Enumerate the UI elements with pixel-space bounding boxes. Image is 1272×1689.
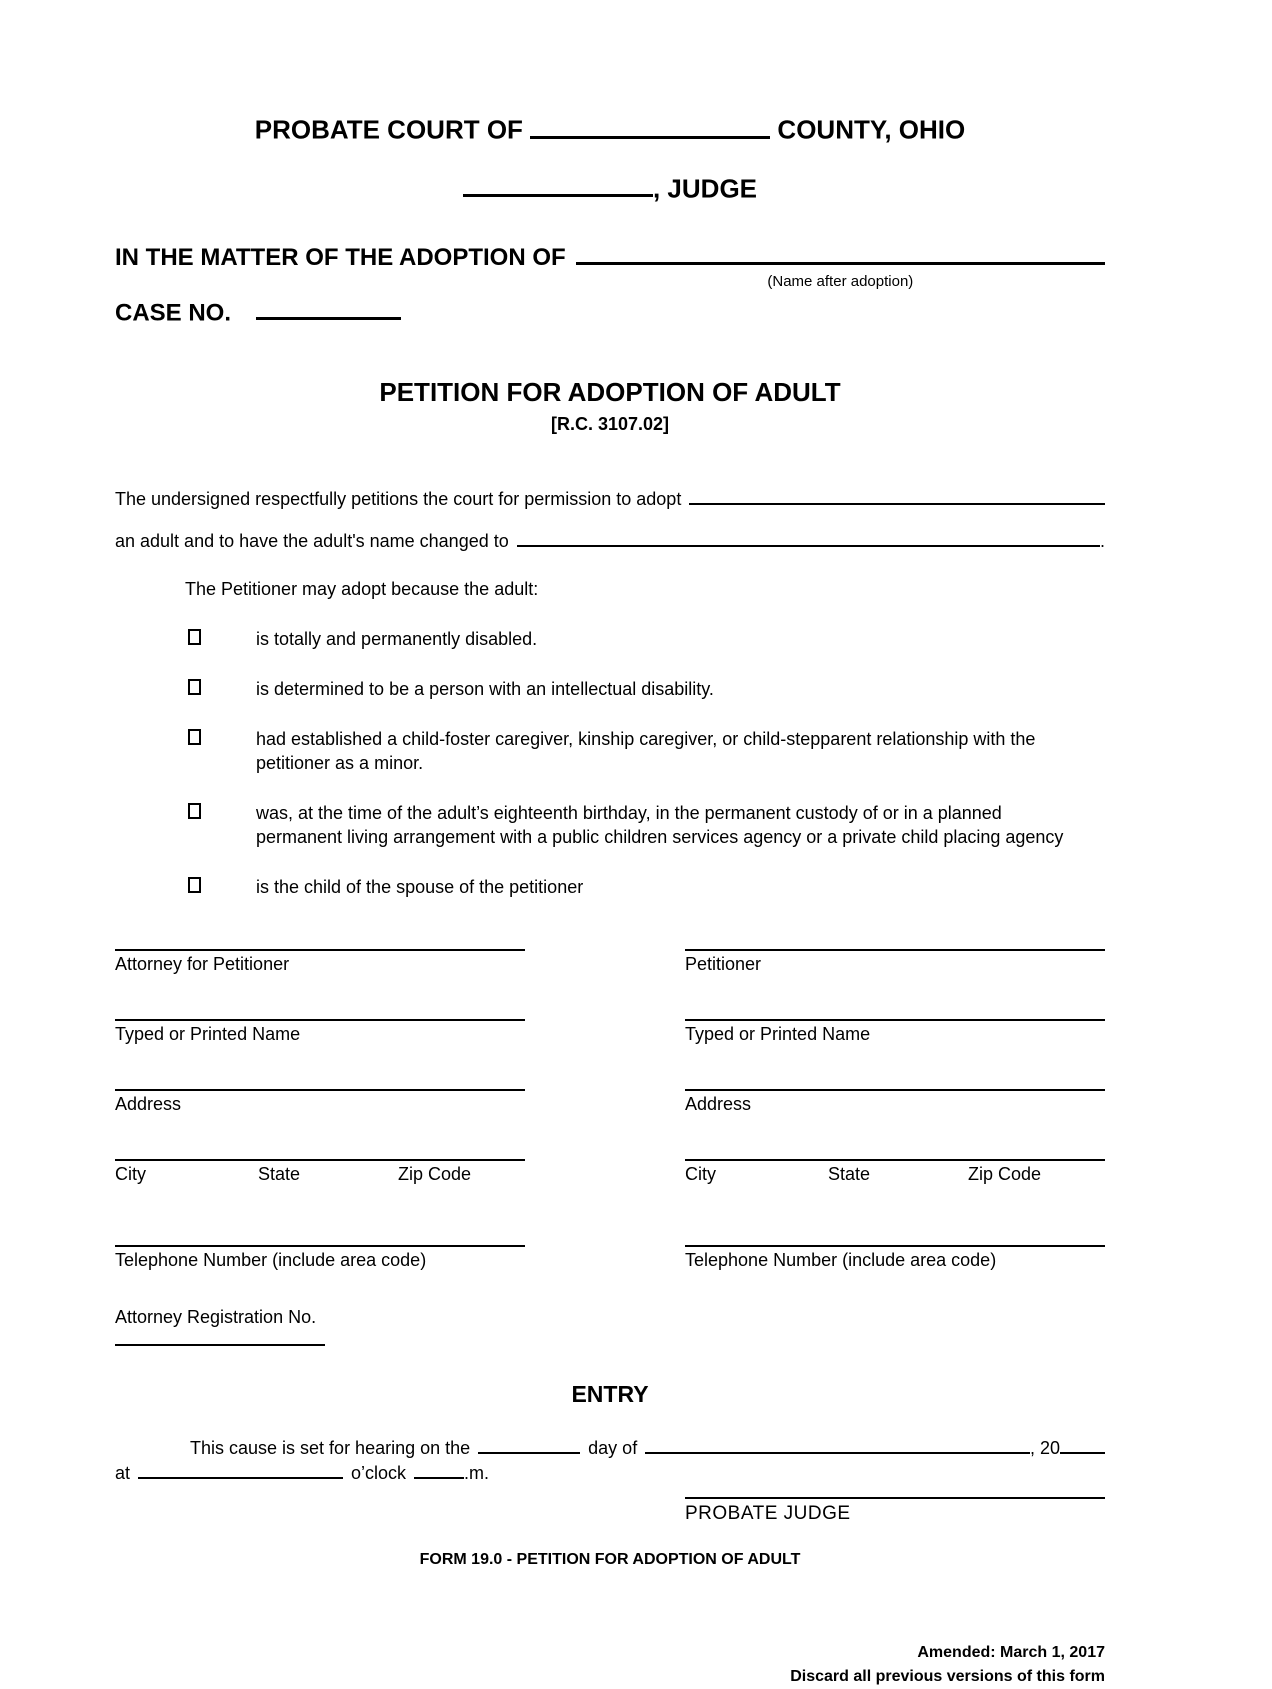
reason-row-intellectual-disability <box>115 677 1105 701</box>
reason-intro: The Petitioner may adopt because the adult: <box>185 578 539 599</box>
entry-paragraph <box>115 1436 1105 1485</box>
blank-hearing-ampm[interactable] <box>414 1460 464 1478</box>
judge-label: , JUDGE <box>652 173 758 204</box>
checkbox-child-of-spouse[interactable] <box>188 877 201 893</box>
petitioner-address-line[interactable] <box>685 1089 1105 1091</box>
reason-row-child-of-spouse <box>115 875 1105 899</box>
blank-hearing-time[interactable] <box>138 1460 343 1478</box>
blank-hearing-month[interactable] <box>645 1436 1030 1454</box>
blank-hearing-year[interactable] <box>1060 1436 1105 1454</box>
attorney-column <box>115 949 525 1351</box>
petitioner-city-state-zip-line[interactable] <box>685 1159 1105 1161</box>
attorney-signature-line[interactable] <box>115 949 525 951</box>
petition-line-2 <box>115 528 1105 552</box>
reason-row-disabled <box>115 627 1105 651</box>
petitioner-column <box>685 949 1105 1351</box>
signature-section <box>115 949 1105 1351</box>
entry-line1-pre: This cause is set for hearing on the <box>190 1438 471 1459</box>
case-no-label: CASE NO. <box>115 298 232 326</box>
petitioner-state-label: State <box>828 1163 871 1184</box>
reason-label: is determined to be a person with an intellectual disability. <box>256 678 714 699</box>
court-heading-line1 <box>115 112 1105 146</box>
reason-row-caregiver-relationship <box>115 727 1105 775</box>
entry-line2-pre: at <box>115 1462 131 1483</box>
discard-note-label: Discard all previous versions of this form <box>790 1667 1105 1685</box>
probate-judge-signature-line[interactable] <box>685 1497 1105 1499</box>
attorney-state-label: State <box>258 1163 301 1184</box>
court-pre-label: PROBATE COURT OF <box>254 114 523 145</box>
checkbox-totally-disabled[interactable] <box>188 629 201 645</box>
petition-line2-period: . <box>1099 530 1105 551</box>
form-number-label: FORM 19.0 - PETITION FOR ADOPTION OF ADULT <box>419 1550 801 1568</box>
attorney-address-label: Address <box>115 1093 182 1114</box>
attorney-registration-row <box>115 1307 525 1351</box>
reason-label: had established a child-foster caregiver, kinship caregiver, or child-stepparent relationship with the petitioner as a minor. <box>256 728 1036 773</box>
blank-case-number[interactable] <box>256 296 401 320</box>
name-after-adoption-caption: (Name after adoption) <box>767 272 914 290</box>
attorney-city-state-zip-line[interactable] <box>115 1159 525 1161</box>
blank-adoptee-name[interactable] <box>689 487 1105 505</box>
petitioner-zip-label: Zip Code <box>968 1163 1042 1184</box>
attorney-printed-name-line[interactable] <box>115 1019 525 1021</box>
reason-row-permanent-custody <box>115 801 1105 849</box>
blank-attorney-registration-no[interactable] <box>115 1328 325 1346</box>
petitioner-role-label: Petitioner <box>685 953 762 974</box>
form-title: PETITION FOR ADOPTION OF ADULT <box>379 376 841 407</box>
court-heading-line2 <box>115 171 1105 205</box>
entry-heading: ENTRY <box>571 1381 649 1408</box>
entry-line1-year: , 20 <box>1029 1438 1060 1459</box>
attorney-phone-label: Telephone Number (include area code) <box>115 1249 427 1270</box>
petitioner-phone-label: Telephone Number (include area code) <box>685 1249 997 1270</box>
amended-note <box>115 1641 1105 1689</box>
attorney-zip-label: Zip Code <box>398 1163 472 1184</box>
blank-new-name[interactable] <box>517 528 1100 546</box>
attorney-registration-label: Attorney Registration No. <box>115 1306 317 1327</box>
matter-row <box>115 240 1105 289</box>
checkbox-intellectual-disability[interactable] <box>188 679 201 695</box>
statute-reference: [R.C. 3107.02] <box>550 413 670 434</box>
attorney-role-label: Attorney for Petitioner <box>115 953 290 974</box>
case-number-row <box>115 296 1105 327</box>
probate-judge-label: PROBATE JUDGE <box>685 1502 851 1524</box>
petitioner-printed-name-label: Typed or Printed Name <box>685 1023 871 1044</box>
entry-line2-end: .m. <box>464 1462 490 1483</box>
petitioner-printed-name-line[interactable] <box>685 1019 1105 1021</box>
blank-hearing-day[interactable] <box>478 1436 580 1454</box>
checkbox-caregiver-relationship[interactable] <box>188 729 201 745</box>
court-post-label: COUNTY, OHIO <box>777 114 966 145</box>
petitioner-city-label: City <box>685 1163 716 1184</box>
reason-label: was, at the time of the adult’s eighteenth birthday, in the permanent custody of or in a planned permanent living arrangement with a public children services agency or a private child placing agency <box>256 802 1064 847</box>
entry-line2-mid: o’clock <box>351 1462 407 1483</box>
attorney-phone-line[interactable] <box>115 1245 525 1247</box>
attorney-printed-name-label: Typed or Printed Name <box>115 1023 301 1044</box>
reason-label: is totally and permanently disabled. <box>256 628 538 649</box>
reason-label: is the child of the spouse of the petitioner <box>256 876 584 897</box>
probate-judge-block <box>685 1497 1105 1525</box>
petitioner-address-label: Address <box>685 1093 752 1114</box>
petition-line-1 <box>115 487 1105 511</box>
entry-line1-mid: day of <box>588 1438 638 1459</box>
checkbox-permanent-custody[interactable] <box>188 803 201 819</box>
petition-line2-label: an adult and to have the adult's name changed to <box>115 530 509 551</box>
petition-line1-label: The undersigned respectfully petitions the court for permission to adopt <box>115 489 682 510</box>
blank-judge-name[interactable] <box>463 171 653 198</box>
matter-label: IN THE MATTER OF THE ADOPTION OF <box>115 243 566 271</box>
amended-date-label: Amended: March 1, 2017 <box>917 1643 1105 1661</box>
attorney-address-line[interactable] <box>115 1089 525 1091</box>
petitioner-signature-line[interactable] <box>685 949 1105 951</box>
attorney-city-label: City <box>115 1163 146 1184</box>
blank-county-name[interactable] <box>530 112 770 139</box>
petitioner-phone-line[interactable] <box>685 1245 1105 1247</box>
blank-name-after-adoption[interactable] <box>576 240 1105 264</box>
